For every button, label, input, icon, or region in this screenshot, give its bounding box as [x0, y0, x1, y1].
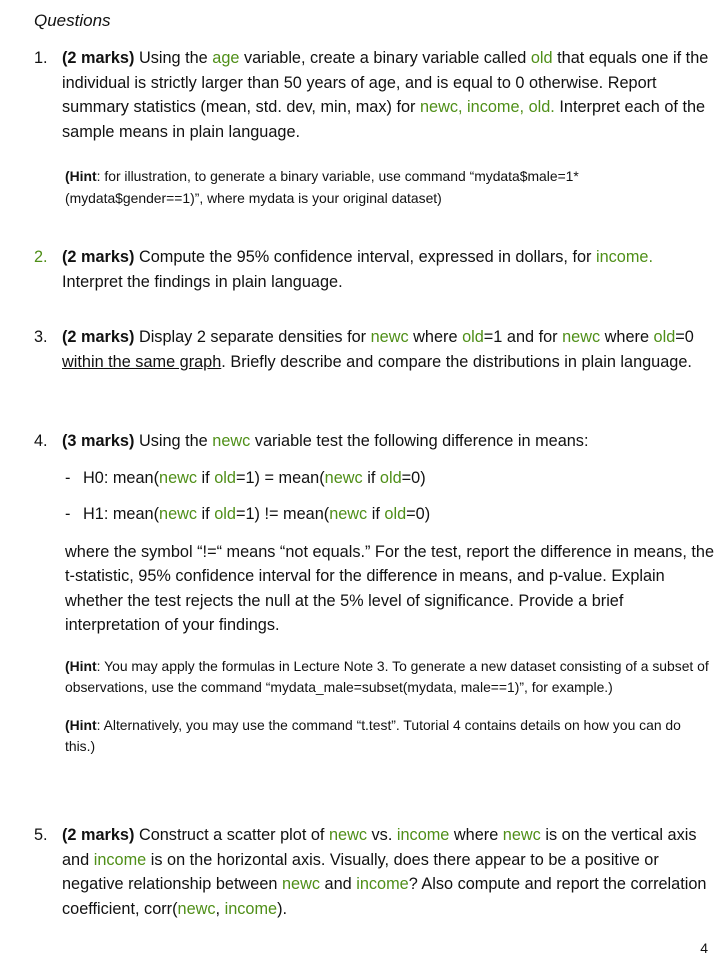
variable-name: age [212, 49, 240, 67]
question-1 [34, 46, 714, 209]
text: Interpret each of the sample means in plain language. [62, 98, 706, 141]
text: . Briefly describe and compare the distributions in plain language. [221, 352, 692, 371]
marks: (2 marks) [62, 49, 135, 67]
question-text [62, 325, 714, 374]
variable-name: old [530, 49, 553, 67]
question-2 [34, 245, 714, 294]
variable-name: income [224, 899, 278, 918]
hypothesis-text: H1: mean(newc if old=1) != mean(newc if old=0) [83, 504, 431, 523]
question-4 [34, 429, 714, 758]
text: , [215, 899, 221, 918]
variable-name: old [462, 328, 484, 346]
text: Compute the 95% confidence interval, expressed in dollars, for [138, 248, 592, 266]
variable-name: newc [281, 875, 320, 894]
hint-text: : You may apply the formulas in Lecture Note 3. To generate a new dataset consisting of a subset of observations, use the command “mydata_male=subset(mydata, male==1)”, for example.) [65, 657, 709, 696]
variable-list: newc, income, old. [419, 98, 555, 117]
variable-name: income [356, 875, 409, 894]
variable-name: old [653, 328, 676, 346]
text: where [413, 328, 458, 346]
hint-label: (Hint [65, 716, 97, 733]
text: where [604, 328, 650, 346]
variable-name: newc [562, 328, 601, 346]
question-number: 1. [34, 49, 48, 67]
question-number: 3. [34, 328, 48, 346]
text: is on the vertical axis and [62, 826, 697, 869]
text: and [324, 875, 352, 894]
marks: (2 marks) [62, 826, 135, 844]
section-heading: Questions [34, 11, 111, 30]
variable-name: newc [212, 432, 251, 450]
hint-label: (Hint [65, 657, 97, 674]
hypothesis-text: H0: mean(newc if old=1) = mean(newc if old=0) [83, 468, 426, 487]
variable-name: newc [502, 826, 541, 844]
variable-name: income [396, 826, 450, 844]
page-number: 4 [700, 940, 708, 956]
text: vs. [371, 826, 393, 844]
bullet-dash: - [65, 504, 71, 523]
text: variable test the following difference in means: [254, 432, 589, 450]
variable-name: income [93, 850, 147, 869]
test-instructions: where the symbol “!=“ means “not equals.” For the test, report the difference in means, the t-statistic, 95% confidence interval for the difference in means, and p-value. Explain whether the test rejects the null at the 5% level of significance. Provide a brief interpretation of your findings. [65, 542, 715, 635]
text: Using the [138, 49, 208, 67]
question-3 [34, 325, 714, 374]
variable-name: newc [370, 328, 409, 346]
text: that equals one if the individual is strictly larger than 50 years of age, and is equal to 0 otherwise. Report summary statistics (mean, std. dev, min, max) for [62, 49, 709, 117]
hypothesis-h0 [65, 466, 714, 502]
question-number: 5. [34, 826, 48, 844]
hint [65, 166, 714, 209]
question-text [62, 429, 714, 454]
question-number: 2. [34, 248, 48, 266]
underlined-phrase: within the same graph [62, 352, 222, 371]
text: ). [277, 899, 288, 918]
text: where [453, 826, 499, 844]
marks: (2 marks) [62, 248, 135, 266]
hint-label: (Hint [65, 168, 97, 185]
question-text [62, 46, 714, 144]
text: =0 [675, 328, 694, 346]
text: variable, create a binary variable called [243, 49, 527, 67]
variable-name: income. [595, 248, 653, 266]
hint-text: : for illustration, to generate a binary variable, use command “mydata$male=1*(mydata$gender==1)”, where mydata is your original dataset) [65, 168, 579, 206]
hint [65, 656, 714, 699]
hint-text: : Alternatively, you may use the command “t.test”. Tutorial 4 contains details on how you can do this.) [65, 716, 681, 755]
question-number: 4. [34, 432, 48, 450]
text: Construct a scatter plot of [138, 826, 325, 844]
text: =1 and for [483, 328, 558, 346]
text: ? Also compute and report the correlation coefficient, corr( [62, 875, 707, 918]
marks: (2 marks) [62, 328, 135, 346]
variable-name: newc [328, 826, 367, 844]
question-text [62, 823, 714, 921]
text: Display 2 separate densities for [138, 328, 367, 346]
text: Interpret the findings in plain language. [62, 272, 343, 291]
marks: (3 marks) [62, 432, 135, 450]
question-text [62, 245, 714, 294]
hint [65, 715, 714, 758]
text: Using the [138, 432, 208, 450]
variable-name: newc [177, 899, 216, 918]
bullet-dash: - [65, 468, 71, 487]
hypothesis-h1 [65, 502, 714, 538]
question-5 [34, 823, 714, 921]
text: is on the horizontal axis. Visually, does there appear to be a positive or negative relationship between [62, 850, 659, 894]
